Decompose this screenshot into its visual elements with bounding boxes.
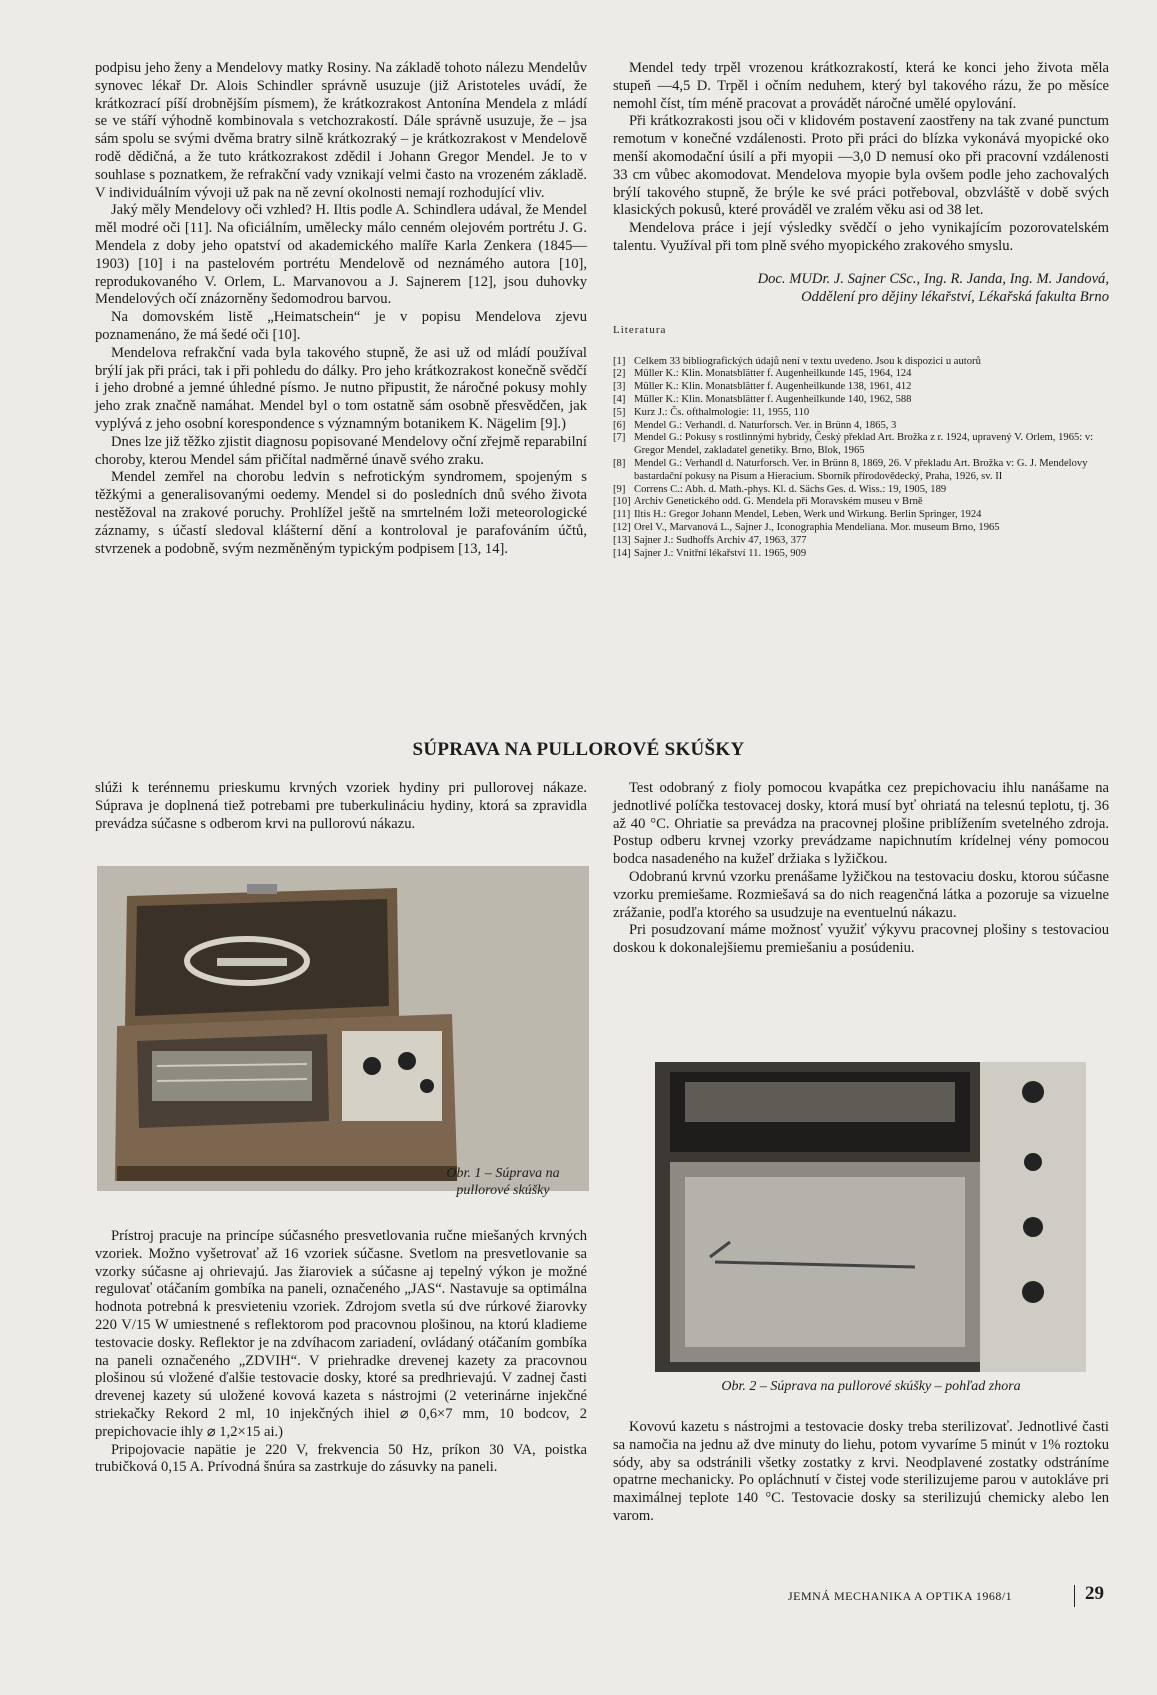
photo-top-view-illustration (655, 1062, 1086, 1372)
ref-number: [6] (613, 419, 626, 431)
ref-number: [13] (613, 534, 631, 546)
ref-number: [3] (613, 381, 626, 393)
ref-text: Müller K.: Klin. Monatsblätter f. Augenheilkunde 140, 1962, 588 (634, 393, 912, 405)
signature-authors: Doc. MUDr. J. Sajner CSc., Ing. R. Janda, Ing. M. Jandová, (757, 270, 1109, 287)
photo-apparatus-top-view (655, 1062, 1086, 1372)
ref-text: Mendel G.: Pokusy s rostlinnými hybridy, Český překlad Art. Brožka z r. 1924, upravený V. Orlem, 1965: v: Gregor Mendel, zakladatel genetiky. Brno, Blok, 1965 (634, 432, 1094, 457)
paragraph: Při krátkozrakosti jsou oči v klidovém postavení zaostřeny na tak zvané punctum remotum v konečné vzdálenosti. Proto při práci do blízka vykonává myopické oko menší akomodační úsilí a při myopii —3,0 D nemusí oko při pracovní vzdálenosti 33 cm vůbec akomodovat. Mendelova myopie byla ovšem podle jeho zachovalých brýlí takového stupně, že brýle ke své práci potřeboval, obzvláště v době svých klasických pokusů, které prováděl ve zralém věku asi od 38 let. (613, 113, 1109, 219)
page-number: 29 (1085, 1583, 1104, 1604)
reference-item (613, 381, 1109, 394)
ref-number: [12] (613, 521, 631, 533)
ref-number: [1] (613, 355, 626, 367)
ref-text: Orel V., Marvanová L., Sajner J., Iconographia Mendeliana. Mor. museum Brno, 1965 (634, 521, 1000, 533)
ref-text: Müller K.: Klin. Monatsblätter f. Augenheilkunde 145, 1964, 124 (634, 368, 912, 380)
column-bottom-right (613, 1419, 1109, 1526)
column-bottom-left (95, 1228, 587, 1477)
ref-text: Sajner J.: Vnitřní lékařství 11. 1965, 909 (634, 547, 807, 559)
ref-text: Celkem 33 bibliografických údajů není v textu uvedeno. Jsou k dispozici u autorů (634, 355, 981, 367)
reference-item (613, 356, 1109, 369)
journal-footer: JEMNÁ MECHANIKA A OPTIKA 1968/1 (788, 1589, 1013, 1603)
photo-apparatus-case (97, 866, 589, 1191)
ref-text: Kurz J.: Čs. ofthalmologie: 11, 1955, 110 (634, 406, 810, 418)
figure-caption-2: Obr. 2 – Súprava na pullorové skúšky – pohľad zhora (721, 1379, 1021, 1394)
caption-line: Obr. 1 – Súprava na (446, 1166, 560, 1181)
reference-list (613, 356, 1109, 561)
column-bottom-right-top (613, 780, 1109, 958)
ref-text: Archiv Genetického odd. G. Mendela při Moravském museu v Brně (634, 496, 923, 508)
reference-item (613, 522, 1109, 535)
ref-number: [11] (613, 509, 631, 521)
reference-item (613, 432, 1109, 458)
ref-text: Correns C.: Abh. d. Math.-phys. Kl. d. Sächs Ges. d. Wiss.: 19, 1905, 189 (634, 483, 947, 495)
ref-text: Mendel G.: Verhandl. d. Naturforsch. Ver. in Brünn 4, 1865, 3 (634, 419, 897, 431)
paragraph: Pri posudzovaní máme možnosť využiť výkyvu pracovnej plošiny s testovaciou doskou k dokonalejšiemu premiešaniu a posúdeniu. (613, 922, 1109, 957)
paragraph: Dnes lze již těžko zjistit diagnosu popisované Mendelovy oční zřejmě reparabilní choroby, kterou Mendel sám přičítal nadměrné únavě svého zraku. (95, 433, 587, 468)
reference-item (613, 394, 1109, 407)
ref-number: [9] (613, 483, 626, 495)
ref-number: [2] (613, 368, 626, 380)
ref-text: Sajner J.: Sudhoffs Archiv 47, 1963, 377 (634, 534, 807, 546)
column-top-left (95, 60, 587, 558)
reference-item (613, 509, 1109, 522)
paragraph: Test odobraný z fioly pomocou kvapátka cez prepichovaciu ihlu nanášame na jednotlivé políčka testovacej dosky, ktorá musí byť ohriatá na telesnú teplotu, tj. 36 až 40 °C. Ohriatie sa prevádza na pracovnej plošine priblížením svetelného zdroja. Postup odberu krvnej vzorky prevádzame napichnutím krídelnej vény pomocou bodca nasadeného na kužeľ držiaka s lyžičkou. (613, 780, 1109, 868)
ref-text: Müller K.: Klin. Monatsblätter f. Augenheilkunde 138, 1961, 412 (634, 381, 912, 393)
photo-case-illustration (97, 866, 589, 1191)
signature-affiliation: Oddělení pro dějiny lékařství, Lékařská fakulta Brno (801, 288, 1109, 305)
ref-number: [4] (613, 393, 626, 405)
caption-line: pullorové skúšky (456, 1183, 550, 1198)
reference-item (613, 407, 1109, 420)
paragraph: Mendelova práce i její výsledky svědčí o jeho vynikajícím pozorovatelském talentu. Využíval při tom plně svého myopického zrakového smyslu. (613, 220, 1109, 254)
section-heading: SÚPRAVA NA PULLOROVÉ SKÚŠKY (412, 739, 745, 760)
ref-number: [7] (613, 432, 626, 444)
paragraph: Odobranú krvnú vzorku prenášame lyžičkou na testovaciu dosku, ktorou súčasne vzorku premiešame. Rozmiešavá sa do nich reagenčná látka a pozoruje sa vizuelne zrážanie, podľa ktorého sa usudzuje na eventuelnú nákazu. (613, 868, 1109, 921)
column-top-right (613, 60, 1109, 560)
paragraph: Pripojovacie napätie je 220 V, frekvencia 50 Hz, príkon 30 VA, poistka trubičková 0,15 A. Prívodná šnúra sa zastrkuje do zásuvky na paneli. (95, 1441, 587, 1476)
reference-item (613, 420, 1109, 433)
ref-number: [10] (613, 496, 631, 508)
reference-item (613, 535, 1109, 548)
paragraph: podpisu jeho ženy a Mendelovy matky Rosiny. Na základě tohoto nálezu Mendelův synovec lékař Dr. Alois Schindler správně usuzuje (již Aristoteles uvádí, že krátkozrací píší drobnějším písmem), že krátkozrakost Antonína Mendela z mládí se ve stáří výhodně kombinovala s vetchozrakostí. Dále správně usuzuje, že – jsa sám spolu se svými dvěma bratry silně krátkozraký – je krátkozrakost v Mendelově rodě dědičná, a že tuto krátkozrakost zdědil i Johann Gregor Mendel. Je to v souhlase s poznatkem, že refrakční vady vznikají velmi často na vrozeném základě. V individuálním vývoji už pak na ně zevní okolnosti nemají rozhodující vliv. (95, 60, 587, 201)
paragraph: Mendel zemřel na chorobu ledvin s nefrotickým syndromem, spojeným s těžkými a generalisovanými oedemy. Mendel si do posledních dnů svého života nestěžoval na zrakové poruchy. Prohlížel ještě na smrtelném loži meteorologické záznamy, s účastí sledoval klášterní dění a kontroloval je parafováním účtů, stvrzenek a podobně, svým nezměněným typickým podpisem [13, 14]. (95, 469, 587, 557)
reference-item (613, 548, 1109, 561)
paragraph: Prístroj pracuje na princípe súčasného presvetlovania ručne miešaných krvných vzoriek. Možno vyšetrovať až 16 vzoriek súčasne. Svetlom na presvetlovanie sa vzorky súčasne aj ohrievajú. Jas žiaroviek a súčasne aj tepelný výkon je možné regulovať otáčaním gombíka na paneli, označeného „JAS“. Nastavuje sa optimálna hodnota potrebná k presvieteniu vzoriek. Zdrojom svetla sú dve rúrkové žiarovky 220 V/15 W umiestnené s reflektorom pod pracovnou plošinou, na ktorú kladieme testovacie dosky. Reflektor je na zdvíhacom zariadení, ovládaný otáčaním gombíka na paneli označeného „ZDVIH“. V priehradke drevenej kazety za pracovnou plošinou sú vložené ďalšie testovacie dosky, ktoré sa predhrievajú. V zadnej časti drevenej kazety sú uložené kovová kazeta s nástrojmi (2 veterinárne injekčné striekačky Rekord 2 ml, 10 injekčných ihiel ⌀ 0,6×7 mm, 10 bodcov, 2 prepichovacie ihly ⌀ 1,2×15 ai.) (95, 1228, 587, 1440)
footer-divider (1074, 1585, 1075, 1607)
figure-caption-1 (418, 1165, 588, 1199)
literatura-heading: Literatura (613, 323, 667, 336)
ref-text: Iltis H.: Gregor Johann Mendel, Leben, Werk und Wirkung. Berlin Springer, 1924 (634, 509, 982, 521)
ref-text: Mendel G.: Verhandl d. Naturforsch. Ver. in Brünn 8, 1869, 26. V překladu Art. Brožka v: G. J. Mendelovy bastardační pokusy na Pisum a Hieracium. Sborník přírodovědecký, Praha, 1926, sv. II (634, 457, 1088, 482)
reference-item (613, 484, 1109, 497)
paragraph: slúži k terénnemu prieskumu krvných vzoriek hydiny pri pullorovej nákaze. Súprava je doplnená tiež potrebami pre tuberkulináciu hydiny, ktorá sa zpravidla prevádza súčasne s odberom krvi na pullorovú nákazu. (95, 780, 587, 832)
author-signature (613, 270, 1109, 306)
reference-item (613, 368, 1109, 381)
ref-number: [8] (613, 457, 626, 469)
reference-item (613, 496, 1109, 509)
ref-number: [5] (613, 406, 626, 418)
paragraph: Jaký měly Mendelovy oči vzhled? H. Iltis podle A. Schindlera udával, že Mendel měl modré oči [11]. Na oficiálním, umělecky málo cenném olejovém portrétu J. G. Mendela z doby jeho opatství od akademického malíře Karla Zenkera (1845—1903) [10] i na pastelovém portrétu Mendelově od neznámého autora [10], reprodukovaného V. Orlem, L. Marvanovou a J. Sajnerem [12], jsou duhovky Mendelových očí znázorněny šedomodrou barvou. (95, 202, 587, 308)
reference-item (613, 458, 1109, 484)
paragraph: Kovovú kazetu s nástrojmi a testovacie dosky treba sterilizovať. Jednotlivé časti sa namočia na jednu až dve minuty do liehu, potom vyvaríme 5 minút v 1% roztoku sódy, aby sa odstránili všetky zostatky z krvi. Neodplavené zostatky odstráníme opatrne mechanicky. Po opláchnutí v čistej vode sterilizujeme parou v autokláve pri maximálnej teplote 140 °C. Testovacie dosky sa sterilizujú chemicky alebo len varom. (613, 1419, 1109, 1524)
paragraph: Mendelova refrakční vada byla takového stupně, že asi už od mládí používal brýlí jak při práci, tak i při pohledu do dálky. Pro jeho krátkozrakost konečně svědčí i jeho drobné a jemné úhledné písmo. Je nutno připustit, že náročné pokusy mohly jeho zrak značně namáhat. Mendel byl o tom ostatně sám osobně přesvědčen, jak vyplývá z jeho osobní korespondence s významným botanikem K. Nägelim [9].) (95, 344, 587, 432)
column-bottom-left-intro (95, 780, 587, 833)
paragraph: Mendel tedy trpěl vrozenou krátkozrakostí, která ke konci jeho života měla stupeň —4,5 D. Trpěl i očním neduhem, který byl takového rázu, že po měsíce nemohl číst, tím méně pracovat a provádět náročné umělé opylování. (613, 60, 1109, 112)
ref-number: [14] (613, 547, 631, 559)
paragraph: Na domovském listě „Heimatschein“ je v popisu Mendelova zjevu poznamenáno, že má šedé oči [10]. (95, 309, 587, 343)
